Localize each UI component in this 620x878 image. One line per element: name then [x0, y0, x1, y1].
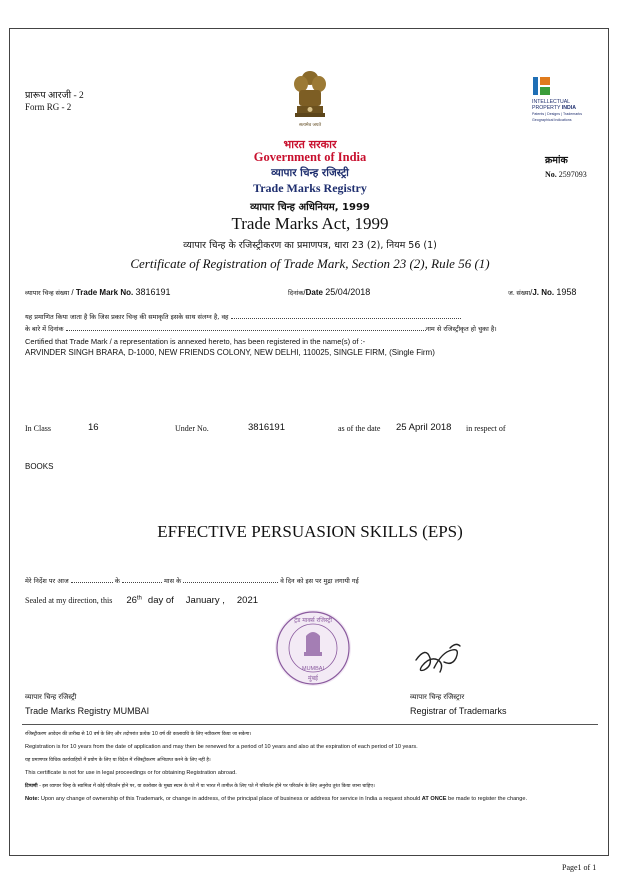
under-no-value: 3816191: [248, 422, 285, 433]
trade-mark-name: EFFECTIVE PERSUASION SKILLS (EPS): [157, 522, 463, 541]
form-code: Form RG - 2: [25, 102, 72, 112]
act-english: Trade Marks Act, 1999: [231, 214, 389, 233]
notice-hindi-1: रजिस्ट्रीकरण आवेदन की तारीख से 10 वर्ष के लिए और तदोपरांत प्रत्येक 10 वर्ष की कालावधि के लिए नवीकरण किया जा सकेगा।: [25, 732, 252, 737]
emblem-motto: सत्यमेव जयते: [298, 123, 322, 128]
certify-hindi-line-2: के बारे में दिनांक नाम से रजिस्ट्रीकृत हो चुका है।: [25, 325, 497, 333]
national-emblem-icon: [289, 68, 331, 136]
trade-mark-number: व्यापार चिन्ह संख्या / Trade Mark No. 3816191: [25, 287, 171, 297]
government-english: Government of India: [253, 150, 367, 164]
journal-number: ज. संख्या/J. No. 1958: [508, 287, 577, 297]
class-label: In Class: [25, 424, 51, 433]
certify-english: Certified that Trade Mark / a representation is annexed hereto, has been registered in the name(s) of :-: [25, 337, 366, 346]
registry-english: Trade Marks Registry: [253, 181, 367, 195]
registration-date: दिनांक/Date 25/04/2018: [288, 287, 371, 297]
notice-legal-use: This certificate is not for use in legal proceedings or for obtaining Registration abroad.: [25, 770, 237, 776]
page-number: Page1 of 1: [562, 863, 597, 872]
notice-registration: Registration is for 10 years from the date of application and may then be renewed for a period of 10 years and also at the expiration of each period of 10 years.: [25, 744, 418, 750]
act-hindi: व्यापार चिन्ह अधिनियम, 1999: [250, 202, 370, 213]
as-of-date-value: 25 April 2018: [396, 422, 452, 433]
registry-location: Trade Marks Registry MUMBAI: [25, 706, 150, 716]
certificate-title-english: Certificate of Registration of Trade Mark, Section 23 (2), Rule 56 (1): [130, 256, 490, 271]
registrar-signature-icon: [410, 638, 464, 678]
sealed-english: Sealed at my direction, this 26th day of January , 2021: [25, 595, 259, 606]
registrar-title: Registrar of Trademarks: [410, 706, 507, 716]
notice-hindi-2: यह प्रमाणपत्र विधिक कार्यवाहियों में प्रयोग के लिए या विदेश में रजिस्ट्रीकरण अभिप्राप्त करने के लिए नहीं है।: [25, 758, 211, 763]
serial-label-hindi: क्रमांक: [545, 155, 568, 166]
certificate-title-hindi: व्यापार चिन्ह के रजिस्ट्रीकरण का प्रमाणपत्र, धारा 23 (2), नियम 56 (1): [183, 240, 437, 251]
under-no-label: Under No.: [175, 424, 209, 433]
registry-hindi-bottom: व्यापार चिन्ह रजिस्ट्री: [25, 693, 77, 701]
certify-hindi-line-1: यह प्रमाणित किया जाता है कि जिस प्रकार चिन्ह की समाकृति इसके साथ संलग्न है, वह: [25, 312, 461, 321]
registry-seal-icon: [270, 608, 356, 688]
form-code-hindi: प्रारूप आरजी - 2: [25, 91, 84, 101]
svg-text:ट्रेड मार्क्स रजिस्ट्री: ट्रेड मार्क्स रजिस्ट्री: [294, 617, 332, 624]
ip-india-logo-icon: [532, 75, 552, 97]
government-hindi: भारत सरकार: [283, 138, 337, 151]
notice-hindi-3: टिप्पणी - इस व्यापार चिन्ह के स्वामित्व में कोई परिवर्तन होने पर, या कारोबार के मुख्य स्थान के पते में या भारत में तामील के लिए पते में परिवर्तन होने पर परिवर्तन के लिए अनुरोध तुरंत किया जाना चाहिए।: [25, 784, 375, 789]
registry-hindi: व्यापार चिन्ह रजिस्ट्री: [271, 167, 349, 179]
sealed-hindi: मेरे निर्देश पर आज के मास के वे दिन को इस पर मुद्रा लगायी गई: [25, 577, 359, 585]
registrar-hindi: व्यापार चिन्ह रजिस्ट्रार: [410, 693, 465, 701]
ip-india-logo-text: INTELLECTUAL PROPERTY INDIA Patents | Designs | Trademarks Geographical Indications: [532, 99, 583, 122]
serial-number: No. 2597093: [545, 170, 587, 179]
svg-text:MUMBAI: MUMBAI: [302, 666, 324, 672]
class-value: 16: [88, 422, 99, 433]
footer-divider: [22, 724, 598, 725]
in-respect-of-label: in respect of: [466, 424, 506, 433]
svg-text:मुंबई: मुंबई: [308, 675, 318, 682]
as-of-date-label: as of the date: [338, 424, 381, 433]
registered-owner: ARVINDER SINGH BRARA, D-1000, NEW FRIENDS COLONY, NEW DELHI, 110025, SINGLE FIRM, (Single Firm): [25, 348, 435, 357]
notice-ownership: Note: Upon any change of ownership of this Trademark, or change in address, of the principal place of business or address for service in India a request should AT ONCE be made to register the change.: [25, 796, 528, 802]
goods-description: BOOKS: [25, 462, 54, 471]
